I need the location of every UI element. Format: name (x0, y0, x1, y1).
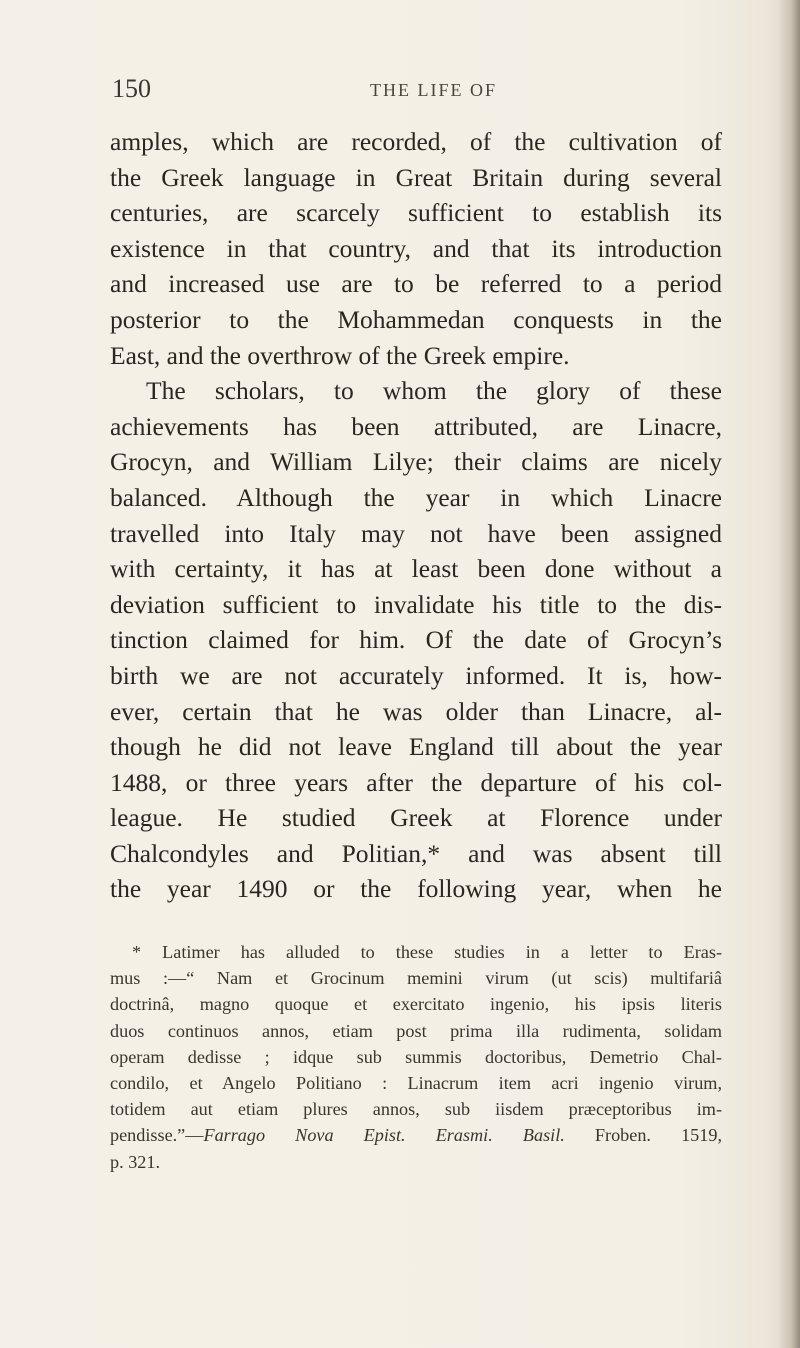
body-line: balanced. Although the year in which Linacre (110, 482, 722, 512)
footnote-line: p. 321. (110, 1151, 161, 1172)
footnote-citation-line (110, 1122, 722, 1148)
body-line: tinction claimed for him. Of the date of Grocyn’s (110, 625, 722, 655)
footnote-line: totidem aut etiam plures annos, sub iisdem præceptoribus im- (110, 1099, 722, 1120)
body-line: Chalcondyles and Politian,* and was absent till (110, 838, 722, 868)
body-line: The scholars, to whom the glory of these (146, 376, 722, 406)
body-line: centuries, are scarcely sufficient to establish its (110, 198, 722, 228)
footnote-line: operam dedisse ; idque sub summis doctoribus, Demetrio Chal- (110, 1046, 722, 1067)
body-line: league. He studied Greek at Florence under (110, 803, 722, 833)
footnote-line: duos continuos annos, etiam post prima illa rudimenta, solidam (110, 1020, 722, 1041)
body-line: the Greek language in Great Britain during several (110, 162, 722, 192)
running-head (0, 74, 800, 114)
footnote (110, 939, 722, 1175)
body-line: amples, which are recorded, of the cultivation of (110, 127, 722, 156)
body-line: the year 1490 or the following year, when he (110, 874, 722, 904)
body-line: 1488, or three years after the departure of his col- (110, 767, 722, 797)
body-line: travelled into Italy may not have been assigned (110, 518, 722, 548)
footnote-line: mus :—“ Nam et Grocinum memini virum (ut scis) multifariâ (110, 968, 722, 989)
body-line: and increased use are to be referred to a period (110, 269, 722, 299)
body-line: though he did not leave England till about the year (110, 732, 722, 762)
footnote-line: doctrinâ, magno quoque et exercitato ingenio, his ipsis literis (110, 994, 722, 1015)
footnote-line: * Latimer has alluded to these studies in a letter to Eras- (132, 942, 722, 962)
spine-shadow (778, 0, 800, 1348)
body-line: Grocyn, and William Lilye; their claims are nicely (110, 447, 722, 477)
body-line: posterior to the Mohammedan conquests in the (110, 304, 722, 334)
body-line: existence in that country, and that its introduction (110, 233, 722, 263)
body-text (110, 124, 722, 907)
footnote-line-start: pendisse.”— (110, 1125, 204, 1146)
body-line: birth we are not accurately informed. It is, how- (110, 660, 722, 690)
body-line: ever, certain that he was older than Linacre, al- (110, 696, 722, 726)
body-line: deviation sufficient to invalidate his title to the dis- (110, 589, 722, 619)
citation-title: Farrago Nova Epist. Erasmi. Basil. (203, 1125, 565, 1146)
page-number: 150 (112, 74, 151, 103)
body-line: achievements has been attributed, are Linacre, (110, 411, 722, 441)
citation-publisher: Froben. 1519, (564, 1125, 722, 1146)
body-line: with certainty, it has at least been done without a (110, 554, 722, 584)
running-head-title: THE LIFE OF (370, 80, 497, 100)
body-line: East, and the overthrow of the Greek empire. (110, 340, 570, 370)
footnote-line: condilo, et Angelo Politiano : Linacrum item acri ingenio virum, (110, 1073, 722, 1094)
